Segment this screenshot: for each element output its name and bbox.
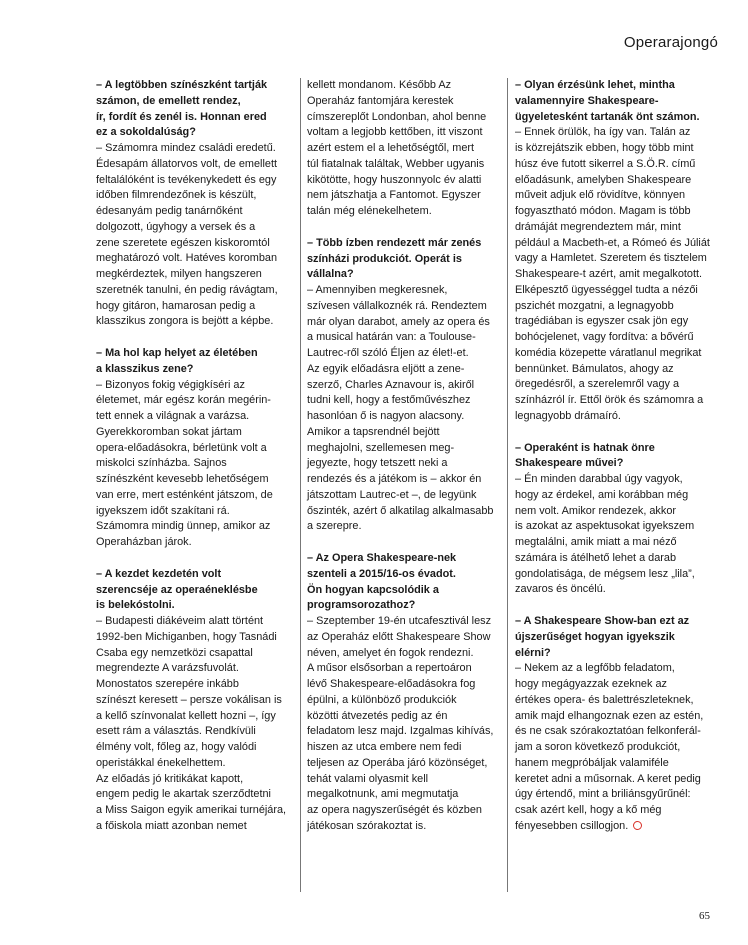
text-line: opera-előadásokra, bérletünk volt a xyxy=(96,441,267,454)
text-column-3 xyxy=(515,78,711,835)
text-line: az Operaház előtt Shakespeare Show xyxy=(307,630,491,643)
text-line: megrendezte A varázsfuvolát. xyxy=(96,662,239,675)
text-line: Shakespeare-t azért, amit megalkotott. xyxy=(515,268,703,280)
text-line: hasonlóan ő is nagyon alacsony. xyxy=(307,410,465,422)
text-line: megalkotnunk, ami megmutatja xyxy=(307,788,459,801)
text-line: – Nekem az a legfőbb feladatom, xyxy=(515,662,675,675)
text-line: épülni, a különböző produkciók xyxy=(307,693,457,706)
text-line: nem játszhatja a Fantomot. Egyszer xyxy=(307,189,481,202)
text-column-2 xyxy=(307,78,503,835)
interview-question xyxy=(515,78,711,125)
text-line: – Ennek örülök, ha így van. Talán az xyxy=(515,126,691,139)
text-line: – Szeptember 19-én utcafesztivál lesz xyxy=(307,615,492,627)
text-line: – Olyan érzésünk lehet, mintha xyxy=(515,79,675,91)
text-line: öregedésről, a szerelemről vagy a xyxy=(515,378,680,391)
text-line: ügyeletesként tartanák önt számon. xyxy=(515,110,700,123)
text-line: klasszikus zongora is bejött a képbe. xyxy=(96,315,274,328)
text-line: – Budapesti diákéveim alatt történt xyxy=(96,615,264,627)
text-line: és ne csak szórakoztatóan felkonferál- xyxy=(515,725,701,738)
text-line: Csaba egy nemzetközi csapattal xyxy=(96,646,253,659)
text-line: teljesen az Operába járó közönséget, xyxy=(307,756,488,769)
text-line: programsorozathoz? xyxy=(307,599,416,612)
text-line: Amikor a tapsrendnél bejött xyxy=(307,425,440,438)
page-number: 65 xyxy=(699,910,710,922)
text-line: fényesebben csillogjon. xyxy=(515,819,711,835)
text-line: őszinték, azért ő alkatilag alkalmasabb xyxy=(307,504,494,517)
text-line: a szerepre. xyxy=(307,520,362,533)
text-line: kikötötte, hogy huszonnyolc év alatti xyxy=(307,173,482,186)
column-divider xyxy=(507,78,508,892)
text-line: – Ma hol kap helyet az életében xyxy=(96,347,258,359)
text-line: is azokat az aspektusokat igyekszem xyxy=(515,520,695,533)
text-line: a főiskola miatt azonban nemet xyxy=(96,819,247,832)
text-line: 1992-ben Michiganben, hogy Tasnádi xyxy=(96,630,277,643)
text-line: – A Shakespeare Show-ban ezt az xyxy=(515,615,690,627)
article-end-icon xyxy=(633,821,642,830)
text-line: vállalna? xyxy=(307,268,354,281)
text-line: engem pedig le akartak szerződtetni xyxy=(96,788,271,801)
interview-question xyxy=(307,236,503,283)
text-line: tragédiában is egyszer csak jön egy xyxy=(515,315,689,328)
text-line: nem volt. Amikor rendezek, akkor xyxy=(515,504,677,517)
section-title: Operarajongó xyxy=(623,34,718,51)
text-line: Az előadás jó kritikákat kapott, xyxy=(96,772,244,785)
interview-answer xyxy=(515,472,711,598)
text-line: – Amennyiben megkeresnek, xyxy=(307,284,448,296)
text-line: drámáját megrendeztem már, mint xyxy=(515,220,681,233)
interview-question xyxy=(515,614,711,661)
interview-answer xyxy=(515,125,711,424)
text-line: – Én minden darabbal úgy vagyok, xyxy=(515,473,683,485)
text-line: Elképesztő ügyességgel tudta a nézői xyxy=(515,283,698,296)
text-line: hogy megágyazzak ezeknek az xyxy=(515,678,667,690)
text-line: bennünket. Bámulatos, ahogy az xyxy=(515,362,674,375)
text-line: szívesen vállalkoznék rá. Rendeztem xyxy=(307,299,487,312)
text-line: élmény volt, főleg az, hogy valódi xyxy=(96,741,257,753)
text-line: csak azért kell, hogy a kő még xyxy=(515,804,662,816)
text-line: A műsor elsősorban a repertoáron xyxy=(307,662,472,675)
text-line: is közrejátszik ebben, hogy több mint xyxy=(515,142,694,154)
interview-answer xyxy=(96,378,288,551)
interview-answer xyxy=(307,78,503,220)
text-line: közötti átvezetés pedig az én xyxy=(307,709,448,722)
text-line: – Operaként is hatnak önre xyxy=(515,441,655,454)
interview-answer xyxy=(96,141,288,330)
text-line: előadásunk, amelyben Shakespeare xyxy=(515,173,692,186)
text-line: – Bizonyos fokig végigkíséri az xyxy=(96,378,245,391)
interview-question xyxy=(515,441,711,473)
text-line: címszereplőt Londonban, ahol benne xyxy=(307,110,487,123)
text-line: tehát valami olyasmit kell xyxy=(307,772,429,785)
text-line: Számomra mindig ünnep, amikor az xyxy=(96,520,271,533)
interview-answer xyxy=(307,614,503,835)
text-line: Édesapám állatorvos volt, de emellett xyxy=(96,157,277,170)
text-line: lévő Shakespeare-előadásokra fog xyxy=(307,678,476,690)
text-line: meghatározó volt. Hatéves koromban xyxy=(96,252,277,265)
interview-answer xyxy=(515,661,711,834)
text-line: – Az Opera Shakespeare-nek xyxy=(307,552,457,564)
text-line: elérni? xyxy=(515,646,551,659)
text-line: operistákkal énekelhettem. xyxy=(96,756,226,769)
text-line: hiszen az utca embere nem fedi xyxy=(307,741,462,753)
text-line: zene szeretete egészen kiskoromtól xyxy=(96,236,270,249)
text-line: is belekóstolni. xyxy=(96,599,175,612)
text-line: szenteli a 2015/16-os évadot. xyxy=(307,567,456,580)
text-line: – A legtöbben színészként tartják xyxy=(96,79,268,91)
text-line: túl fiatalnak találtak, Webber ugyanis xyxy=(307,157,485,170)
text-line: jam a soron következő produkciót, xyxy=(515,741,681,753)
text-line: színházról ír. Ettől örök és számomra a xyxy=(515,394,704,406)
text-line: pszichét mozgatni, a legnagyobb xyxy=(515,299,674,312)
text-line: például a Macbeth-et, a Rómeó és Júliát xyxy=(515,236,710,249)
text-line: számon, de emellett rendez, xyxy=(96,94,241,107)
text-line: úgy értendő, mint a briliánsgyűrűnél: xyxy=(515,788,691,801)
text-line: szerencséje az operaéneklésbe xyxy=(96,583,258,596)
text-line: a kellő színvonalat kellett hozni –, így xyxy=(96,709,276,722)
text-line: tudni kell, hogy a festőművészhez xyxy=(307,394,471,407)
text-line: Operaház fantomjára kerestek xyxy=(307,94,454,107)
text-line: hogy gitáron, hamarosan pedig a xyxy=(96,299,256,312)
interview-question xyxy=(96,346,288,378)
text-line: néven, amelyet én fogok rendezni. xyxy=(307,646,474,659)
text-line: vagy a Hamletet. Szeretem és tisztelem xyxy=(515,252,707,265)
text-line: megkérdeztek, milyen hangszeren xyxy=(96,268,262,280)
text-line: Shakespeare művei? xyxy=(515,457,624,470)
text-line: édesanyám pedig tanárnőként xyxy=(96,205,243,217)
text-line: szeretnék tanulni, én pedig rávágtam, xyxy=(96,283,278,296)
text-line: amik majd elhangoznak ezen az estén, xyxy=(515,709,704,722)
interview-answer xyxy=(307,283,503,535)
text-line: gondolatisága, de mégsem lesz „lila”, xyxy=(515,567,695,580)
column-divider xyxy=(300,78,301,892)
text-line: húsz éve futott sikerrel a S.Ö.R. című xyxy=(515,157,696,170)
text-line: van erre, mert esténként játszom, de xyxy=(96,488,273,501)
text-line: jegyezte, hogy tetszett neki a xyxy=(307,457,448,470)
interview-question xyxy=(307,551,503,614)
text-line: Lautrec-ről szóló Éljen az élet!-et. xyxy=(307,347,469,359)
text-line: már olyan darabot, amely az opera és xyxy=(307,315,490,328)
text-column-1 xyxy=(96,78,288,835)
text-line: legnagyobb drámaíró. xyxy=(515,409,621,422)
text-line: a musical határán van: a Toulouse- xyxy=(307,331,476,344)
text-line: szerző, Charles Aznavour is, akiről xyxy=(307,378,475,391)
text-line: értékes opera- és balettrészleteknek, xyxy=(515,693,694,706)
text-line: tett ennek a világnak a varázsa. xyxy=(96,410,250,422)
interview-answer xyxy=(96,614,288,835)
text-line: bohócjelenet, vagy fordítva: a bővérű xyxy=(515,331,694,343)
text-line: színészként kevesebb lehetőségem xyxy=(96,473,269,485)
text-line: komédia közepette váratlanul megrikat xyxy=(515,346,702,359)
text-line: a klasszikus zene? xyxy=(96,362,194,375)
text-line: újszerűséget hogyan igyekszik xyxy=(515,630,675,643)
text-line: – A kezdet kezdetén volt xyxy=(96,567,222,580)
text-line: hanem megpróbáljak valamiféle xyxy=(515,756,669,769)
text-line: keretet adni a műsornak. A keret pedig xyxy=(515,772,701,785)
text-line: színészt keresett – persze vokálisan is xyxy=(96,693,282,706)
text-line: Ön hogyan kapcsolódik a xyxy=(307,583,439,596)
text-line: hogy az érdekel, ami korábban még xyxy=(515,488,689,501)
interview-question xyxy=(96,567,288,614)
text-line: színházi produkciót. Operát is xyxy=(307,252,462,265)
text-line: azért estem el a lehetőségtől, mert xyxy=(307,142,475,154)
text-line: voltam a legjobb kettőben, itt viszont xyxy=(307,126,483,139)
text-line: igyekszem időt szakítani rá. xyxy=(96,504,230,517)
text-line: életemet, már egész korán megérin- xyxy=(96,394,271,407)
text-line: Az egyik előadásra eljött a zene- xyxy=(307,362,465,375)
text-line: feltalálóként is tevékenykedett és egy xyxy=(96,173,277,186)
text-line: meghajolni, szellemesen meg- xyxy=(307,441,455,454)
text-line: fogyasztható módon. Magam is több xyxy=(515,205,691,217)
text-line: megtalálni, amik miatt a mai néző xyxy=(515,536,677,548)
text-line: dolgozott, úgyhogy a versek és a xyxy=(96,220,256,233)
text-line: feladatom lesz majd. Izgalmas kihívás, xyxy=(307,725,494,738)
text-line: ez a sokoldalúság? xyxy=(96,126,196,139)
text-line: számára is átélhető lehet a darab xyxy=(515,551,677,564)
text-line: Gyerekkoromban sokat jártam xyxy=(96,425,242,438)
text-line: zavaros és öncélú. xyxy=(515,583,606,596)
text-line: – Több ízben rendezett már zenés xyxy=(307,236,482,249)
text-line: műveit adjuk elő rövidítve, könnyen xyxy=(515,189,686,202)
text-line: – Számomra mindez családi eredetű. xyxy=(96,142,276,154)
text-line: kellett mondanom. Később Az xyxy=(307,79,452,91)
text-line: ír, fordít és zenél is. Honnan ered xyxy=(96,110,267,123)
text-line: valamennyire Shakespeare- xyxy=(515,94,659,107)
text-line: Monostatos szerepére inkább xyxy=(96,678,239,690)
text-line: Operaházban járok. xyxy=(96,536,192,548)
text-line: játszottam Lautrec-et –, de legyünk xyxy=(307,488,477,501)
text-line: a Miss Saigon egyik amerikai turnéjára, xyxy=(96,804,287,816)
text-line: időben filmrendezőnek is készült, xyxy=(96,189,257,202)
interview-question xyxy=(96,78,288,141)
text-line: talán még elénekelhetem. xyxy=(307,205,432,217)
text-line: rendezés és a játékom is – akkor én xyxy=(307,473,482,485)
text-line: miskolci színházba. Sajnos xyxy=(96,457,227,470)
text-line: esett rám a választás. Rendkívüli xyxy=(96,725,256,738)
text-line: az opera nagyszerűségét és közben xyxy=(307,804,482,816)
text-line: játékosan szórakoztat is. xyxy=(307,819,427,832)
